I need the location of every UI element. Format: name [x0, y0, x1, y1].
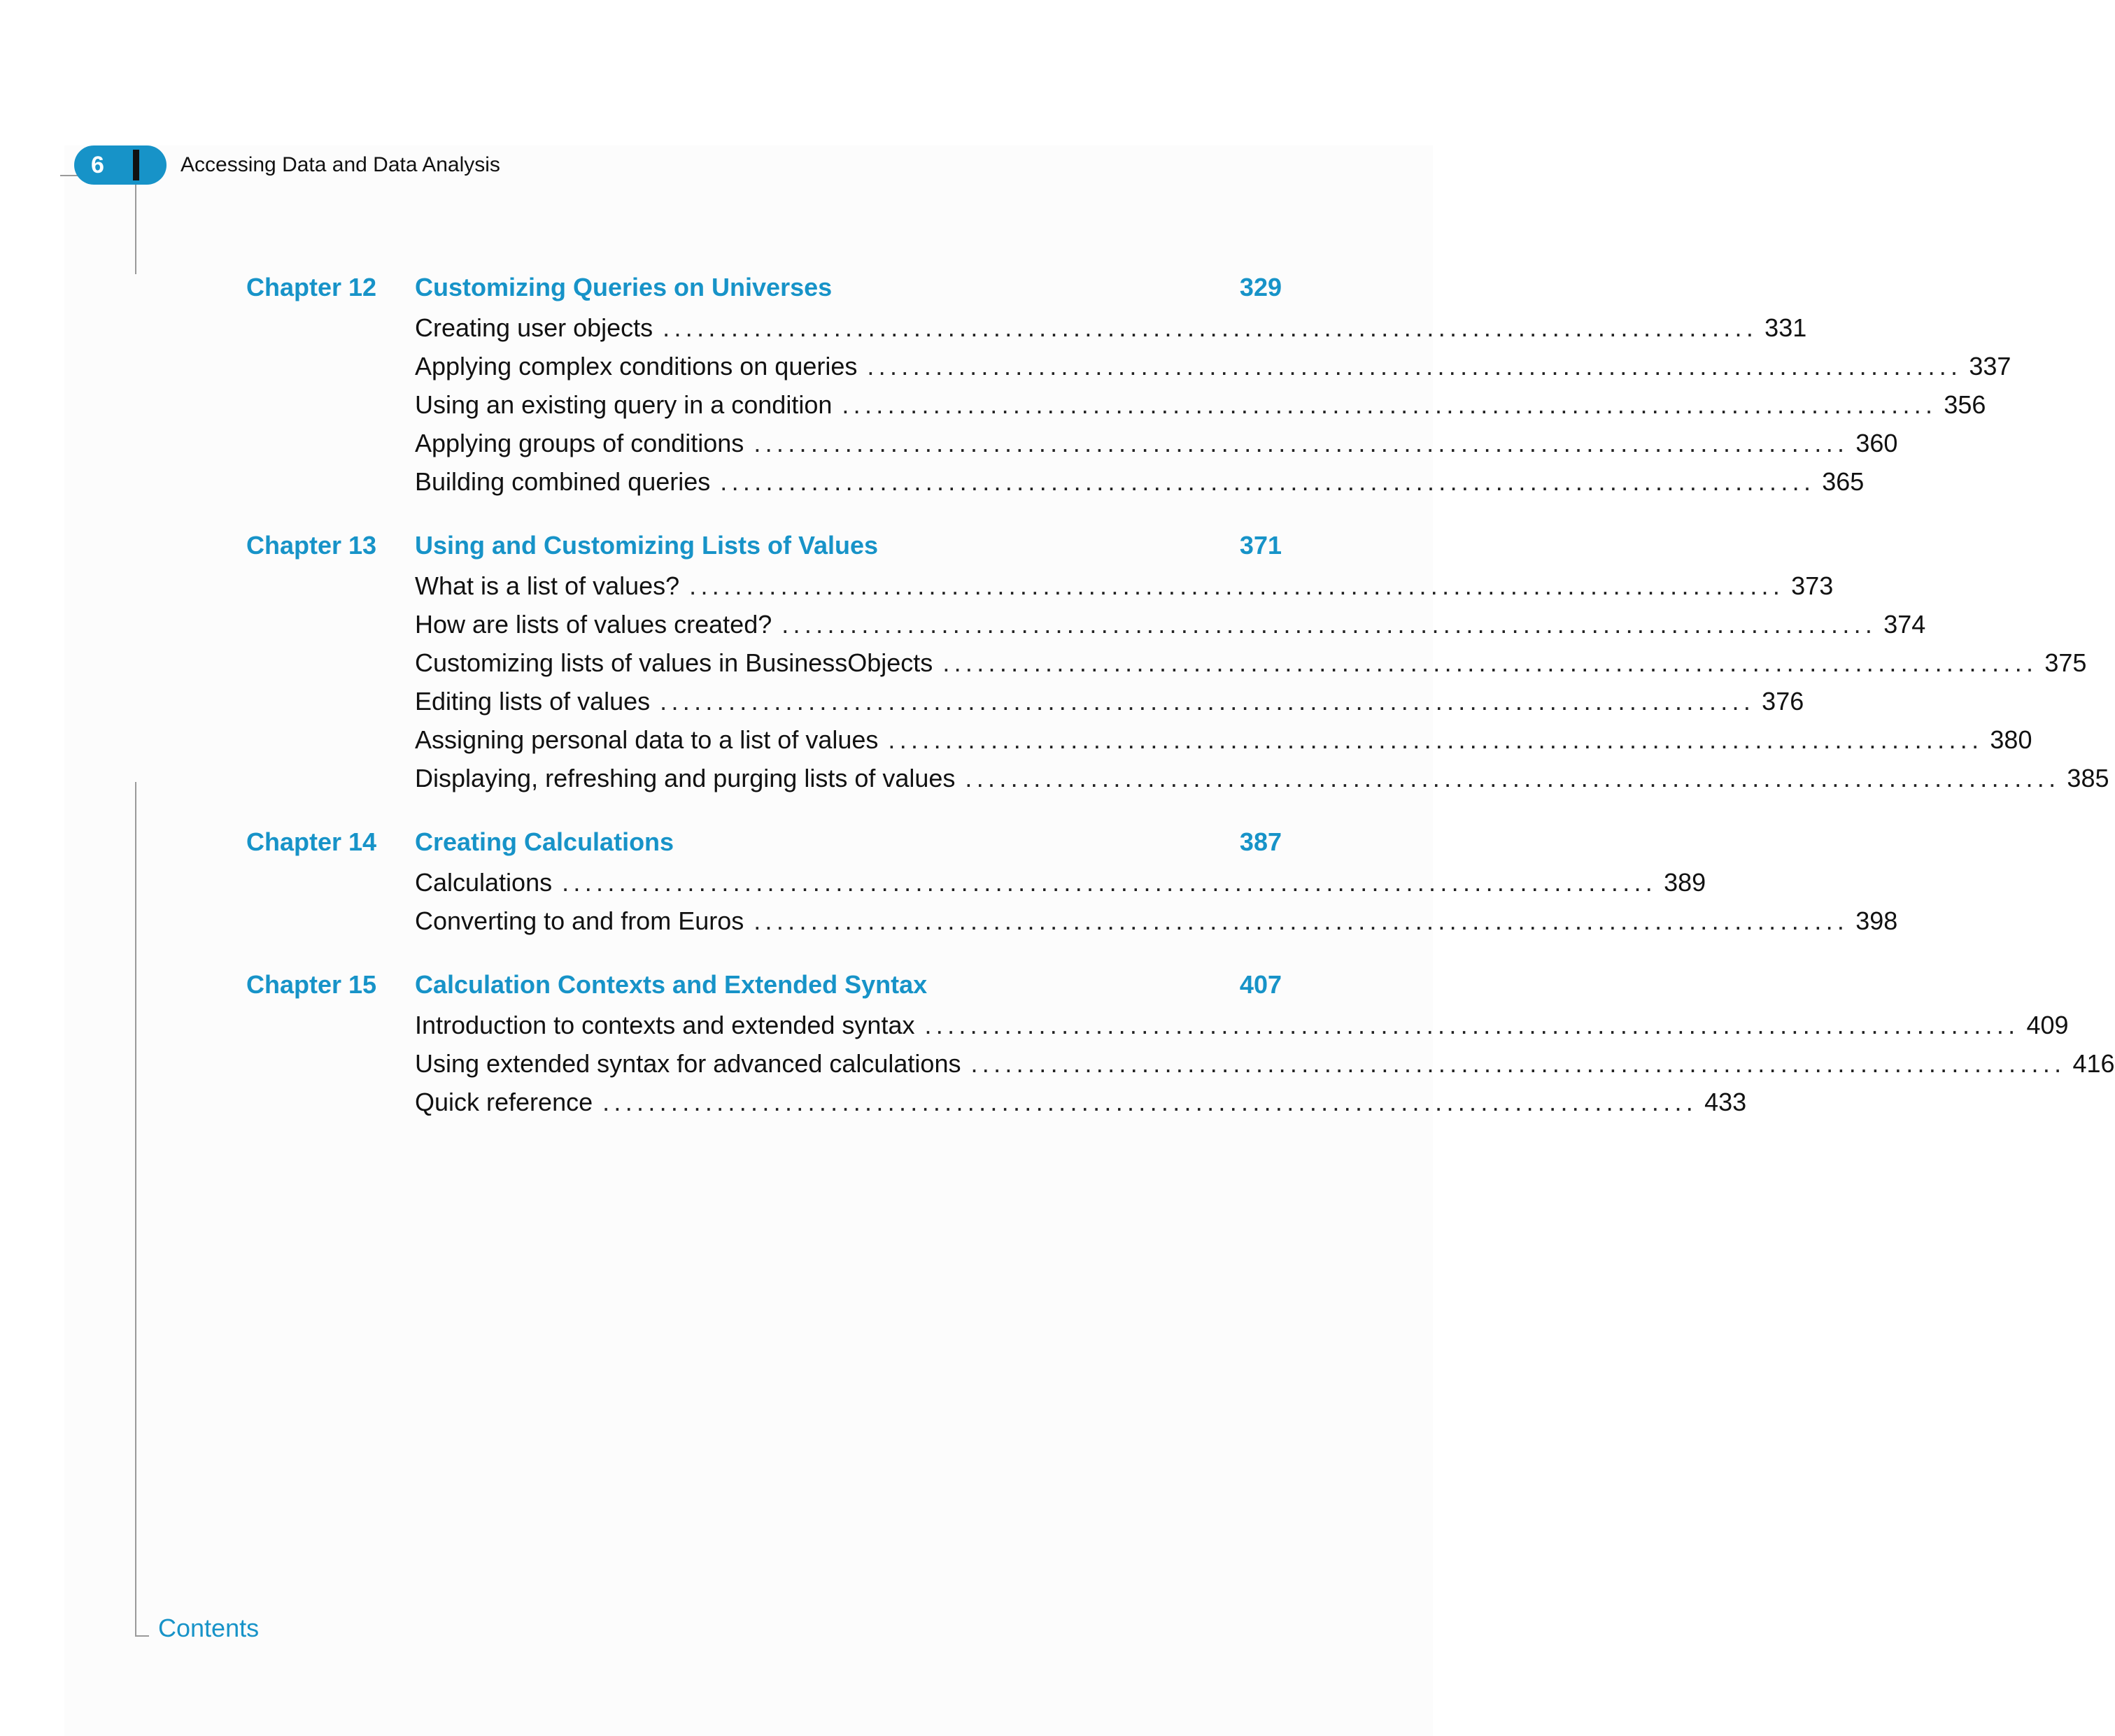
page-number: 6: [91, 152, 104, 178]
running-head: Accessing Data and Data Analysis: [181, 153, 500, 176]
toc-entry-text: Editing lists of values: [415, 687, 651, 716]
dot-leader: ................................................................................................: [562, 868, 1657, 897]
margin-rule-corner: [135, 1635, 149, 1637]
chapter-title[interactable]: Calculation Contexts and Extended Syntax: [415, 970, 928, 999]
toc-entry[interactable]: [415, 427, 1898, 460]
badge-divider: [133, 150, 139, 180]
toc-entry-page: 337: [1969, 352, 2011, 380]
toc-entry-text: Applying groups of conditions: [415, 429, 744, 457]
chapter-page-number: 371: [1239, 531, 1282, 560]
chapter-label: Chapter 14: [246, 827, 377, 856]
toc-entry[interactable]: [415, 388, 1986, 422]
chapter-title[interactable]: Using and Customizing Lists of Values: [415, 531, 879, 560]
toc-entry-text: Customizing lists of values in BusinessObjects: [415, 648, 933, 677]
toc-entry[interactable]: [415, 1009, 2069, 1042]
toc-entry[interactable]: [415, 350, 2011, 383]
toc-entry-text: Quick reference: [415, 1088, 593, 1116]
toc-entry-page: 373: [1791, 571, 1834, 600]
dot-leader: ................................................................................................: [970, 1049, 2066, 1078]
toc-entry-page: 398: [1855, 906, 1898, 935]
toc-entry-page: 376: [1762, 687, 1804, 716]
toc-entry-page: 385: [2067, 764, 2109, 792]
dot-leader: ................................................................................................: [965, 764, 2060, 792]
dot-leader: ................................................................................................: [720, 467, 1816, 496]
toc-entry-text: Applying complex conditions on queries: [415, 352, 858, 380]
toc-entry-text: Building combined queries: [415, 467, 711, 496]
chapter-page-number: 407: [1239, 970, 1282, 999]
toc-entry-page: 433: [1704, 1088, 1747, 1116]
toc-entry-text: Using an existing query in a condition: [415, 390, 833, 419]
toc-entry[interactable]: [415, 1086, 1747, 1119]
toc-entry-text: Introduction to contexts and extended syntax: [415, 1011, 915, 1039]
chapter-page-number: 329: [1239, 273, 1282, 301]
toc-entry[interactable]: [415, 311, 1807, 345]
dot-leader: ................................................................................................: [888, 725, 1983, 754]
dot-leader: ................................................................................................: [602, 1088, 1698, 1116]
dot-leader: ................................................................................................: [867, 352, 1962, 380]
dot-leader: ................................................................................................: [754, 906, 1849, 935]
chapter-label: Chapter 15: [246, 970, 377, 999]
toc-entry[interactable]: [415, 608, 1926, 641]
margin-rule-bottom: [135, 782, 136, 1637]
chapter-label: Chapter 12: [246, 273, 377, 301]
toc-entry[interactable]: [415, 685, 1804, 718]
toc-entry[interactable]: [415, 1047, 2115, 1081]
page-background: [64, 145, 1433, 1736]
toc-entry-page: 360: [1855, 429, 1898, 457]
chapter-label: Chapter 13: [246, 531, 377, 560]
dot-leader: ................................................................................................: [942, 648, 2038, 677]
toc-entry-page: 374: [1883, 610, 1926, 639]
toc-entry-text: How are lists of values created?: [415, 610, 772, 639]
toc-entry-page: 380: [1990, 725, 2032, 754]
chapter-title[interactable]: Customizing Queries on Universes: [415, 273, 833, 301]
toc-entry-text: Using extended syntax for advanced calculations: [415, 1049, 961, 1078]
toc-entry-page: 389: [1664, 868, 1706, 897]
toc-entry[interactable]: [415, 465, 1865, 499]
page-number-badge: [74, 145, 167, 185]
toc-entry-text: Calculations: [415, 868, 553, 897]
toc-entry[interactable]: [415, 866, 1706, 899]
dot-leader: ................................................................................................: [660, 687, 1755, 716]
dot-leader: ................................................................................................: [924, 1011, 2020, 1039]
dot-leader: ................................................................................................: [663, 313, 1758, 342]
dot-leader: ................................................................................................: [689, 571, 1785, 600]
footer-contents-link[interactable]: Contents: [158, 1614, 260, 1642]
toc-entry-page: 365: [1822, 467, 1865, 496]
chapter-title[interactable]: Creating Calculations: [415, 827, 674, 856]
toc-entry[interactable]: [415, 646, 2087, 680]
toc-entry-page: 409: [2026, 1011, 2069, 1039]
dot-leader: ................................................................................................: [781, 610, 1877, 639]
toc-entry-page: 331: [1764, 313, 1807, 342]
dot-leader: ................................................................................................: [842, 390, 1937, 419]
toc-entry-text: What is a list of values?: [415, 571, 680, 600]
toc-entry-text: Converting to and from Euros: [415, 906, 744, 935]
toc-entry-page: 375: [2044, 648, 2087, 677]
toc-entry-text: Displaying, refreshing and purging lists of values: [415, 764, 956, 792]
dot-leader: ................................................................................................: [754, 429, 1849, 457]
toc-entry-page: 416: [2072, 1049, 2115, 1078]
toc-entry-page: 356: [1944, 390, 1986, 419]
toc-entry-text: Assigning personal data to a list of values: [415, 725, 879, 754]
toc-entry[interactable]: [415, 569, 1834, 603]
toc-entry[interactable]: [415, 762, 2109, 795]
toc-entry-text: Creating user objects: [415, 313, 653, 342]
toc-entry[interactable]: [415, 904, 1898, 938]
toc-entry[interactable]: [415, 723, 2032, 757]
margin-rule-top: [135, 185, 136, 274]
chapter-page-number: 387: [1239, 827, 1282, 856]
